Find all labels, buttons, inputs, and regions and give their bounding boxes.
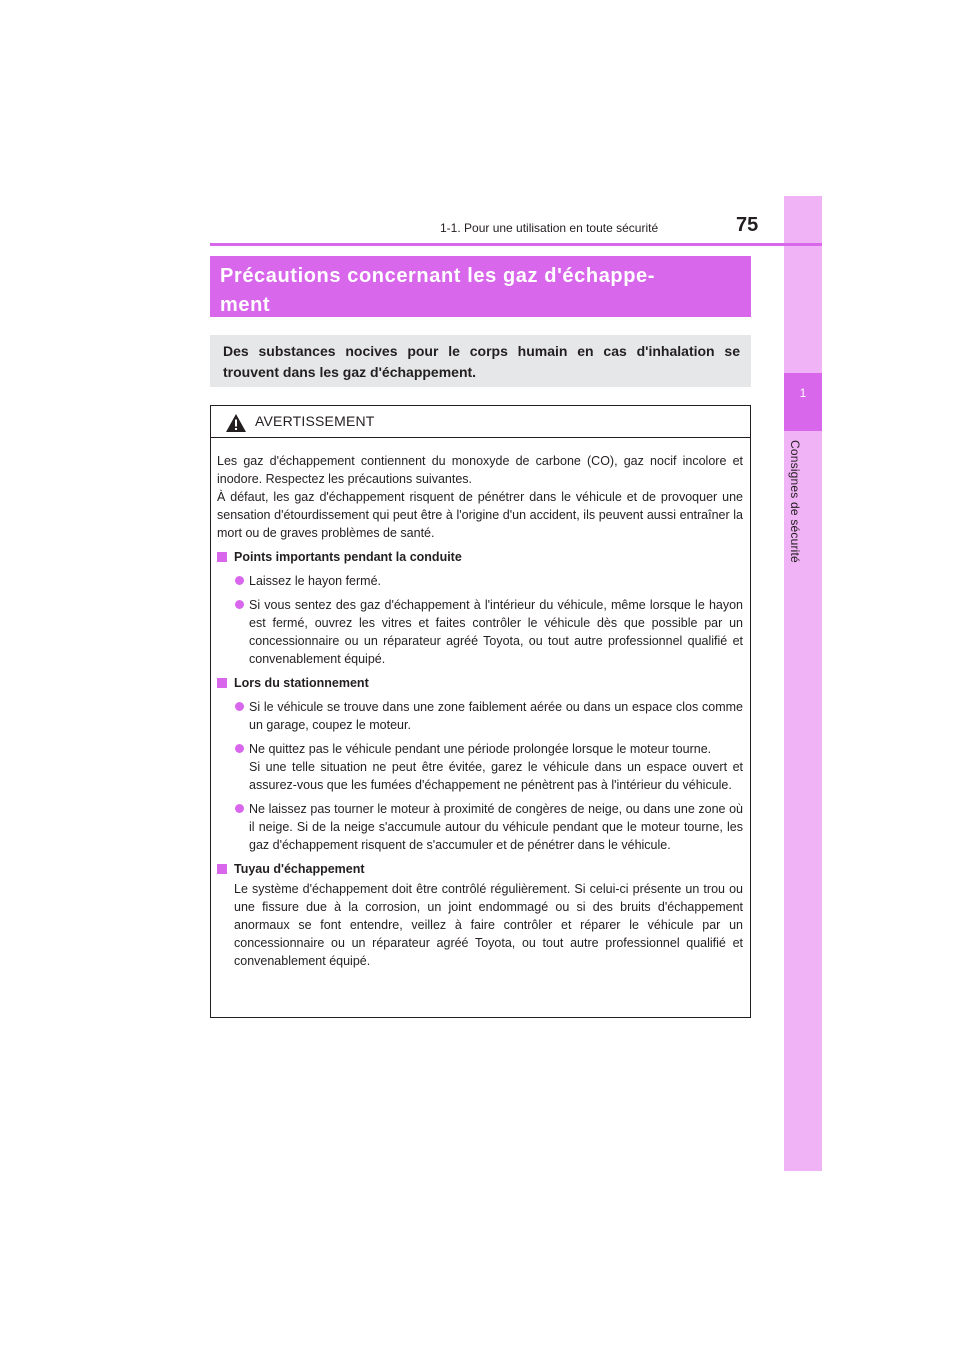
warning-body	[211, 438, 750, 970]
section-heading-driving	[217, 548, 743, 566]
intro-box	[210, 335, 751, 387]
list-item-text: Ne laissez pas tourner le moteur à proximité de congères de neige, ou dans une zone où il neige. Si de la neige s'accumule autour du véhicule pendant que le moteur tourne, les gaz d'échappement risquent de s'accumuler et de pénétrer dans le véhicule.	[249, 802, 743, 852]
section-heading-driving-text: Points importants pendant la conduite	[234, 550, 462, 564]
section-reference: 1-1. Pour une utilisation en toute sécurité	[440, 221, 659, 235]
section-heading-exhaust-pipe	[217, 860, 743, 878]
warning-triangle-icon	[225, 413, 247, 433]
round-bullet-icon	[235, 576, 244, 585]
page-title-line2: ment	[220, 294, 271, 316]
square-bullet-icon	[217, 864, 227, 874]
page-title	[220, 262, 741, 320]
warning-intro-2: À défaut, les gaz d'échappement risquent de pénétrer dans le véhicule et de provoquer une sensation d'étourdissement qui peut être à l'origine d'un accident, ils peuvent aussi entraîner la mort ou de graves problèmes de santé.	[217, 490, 743, 540]
list-item	[217, 698, 743, 734]
page-number: 75	[736, 214, 759, 236]
header-rule	[210, 243, 822, 246]
list-item-text-continued: Si une telle situation ne peut être évitée, garez le véhicule dans un espace ouvert et assurez-vous que les fumées d'échappement ne pénètrent pas à l'intérieur du véhicule.	[249, 760, 743, 792]
list-item-text: Si le véhicule se trouve dans une zone faiblement aérée ou dans un espace clos comme un garage, coupez le moteur.	[249, 700, 743, 732]
intro-text: Des substances nocives pour le corps humain en cas d'inhalation se trouvent dans les gaz d'échappement.	[223, 343, 740, 380]
side-tab	[784, 196, 822, 1171]
square-bullet-icon	[217, 678, 227, 688]
side-tab-label: Consignes de sécurité	[788, 440, 802, 563]
list-item	[217, 572, 743, 590]
title-box	[210, 256, 751, 317]
section-heading-parking-text: Lors du stationnement	[234, 676, 369, 690]
section-heading-parking	[217, 674, 743, 692]
list-item	[217, 800, 743, 854]
list-item-text: Si vous sentez des gaz d'échappement à l'intérieur du véhicule, même lorsque le hayon est fermé, ouvrez les vitres et faites contrôler le véhicule dès que possible par un concessionnaire ou un réparateur agréé Toyota, ou tout autre professionnel qualifié et convenablement équipé.	[249, 598, 743, 666]
round-bullet-icon	[235, 744, 244, 753]
warning-title: AVERTISSEMENT	[255, 413, 375, 429]
exhaust-pipe-text: Le système d'échappement doit être contrôlé régulièrement. Si celui-ci présente un trou ou une fissure due à la corrosion, un joint endommagé ou si des bruits d'échappement anormaux se font entendre, veillez à faire contrôler et réparer le véhicule par un concessionnaire ou un réparateur agréé Toyota, ou tout autre professionnel qualifié et convenablement équipé.	[234, 882, 743, 968]
side-tab-active-chapter	[784, 373, 822, 431]
round-bullet-icon	[235, 702, 244, 711]
warning-intro-1: Les gaz d'échappement contiennent du monoxyde de carbone (CO), gaz nocif incolore et inodore. Respectez les précautions suivantes.	[217, 454, 743, 486]
side-tab-number: 1	[799, 386, 807, 400]
page-title-line1: Précautions concernant les gaz d'échappe-	[220, 265, 656, 287]
round-bullet-icon	[235, 804, 244, 813]
square-bullet-icon	[217, 552, 227, 562]
list-item-text: Laissez le hayon fermé.	[249, 574, 382, 588]
list-item	[217, 740, 743, 794]
round-bullet-icon	[235, 600, 244, 609]
warning-box	[210, 405, 751, 1018]
section-heading-exhaust-pipe-text: Tuyau d'échappement	[234, 862, 365, 876]
warning-header	[211, 406, 750, 438]
list-item-text: Ne quittez pas le véhicule pendant une période prolongée lorsque le moteur tourne.	[249, 742, 712, 756]
list-item	[217, 596, 743, 668]
